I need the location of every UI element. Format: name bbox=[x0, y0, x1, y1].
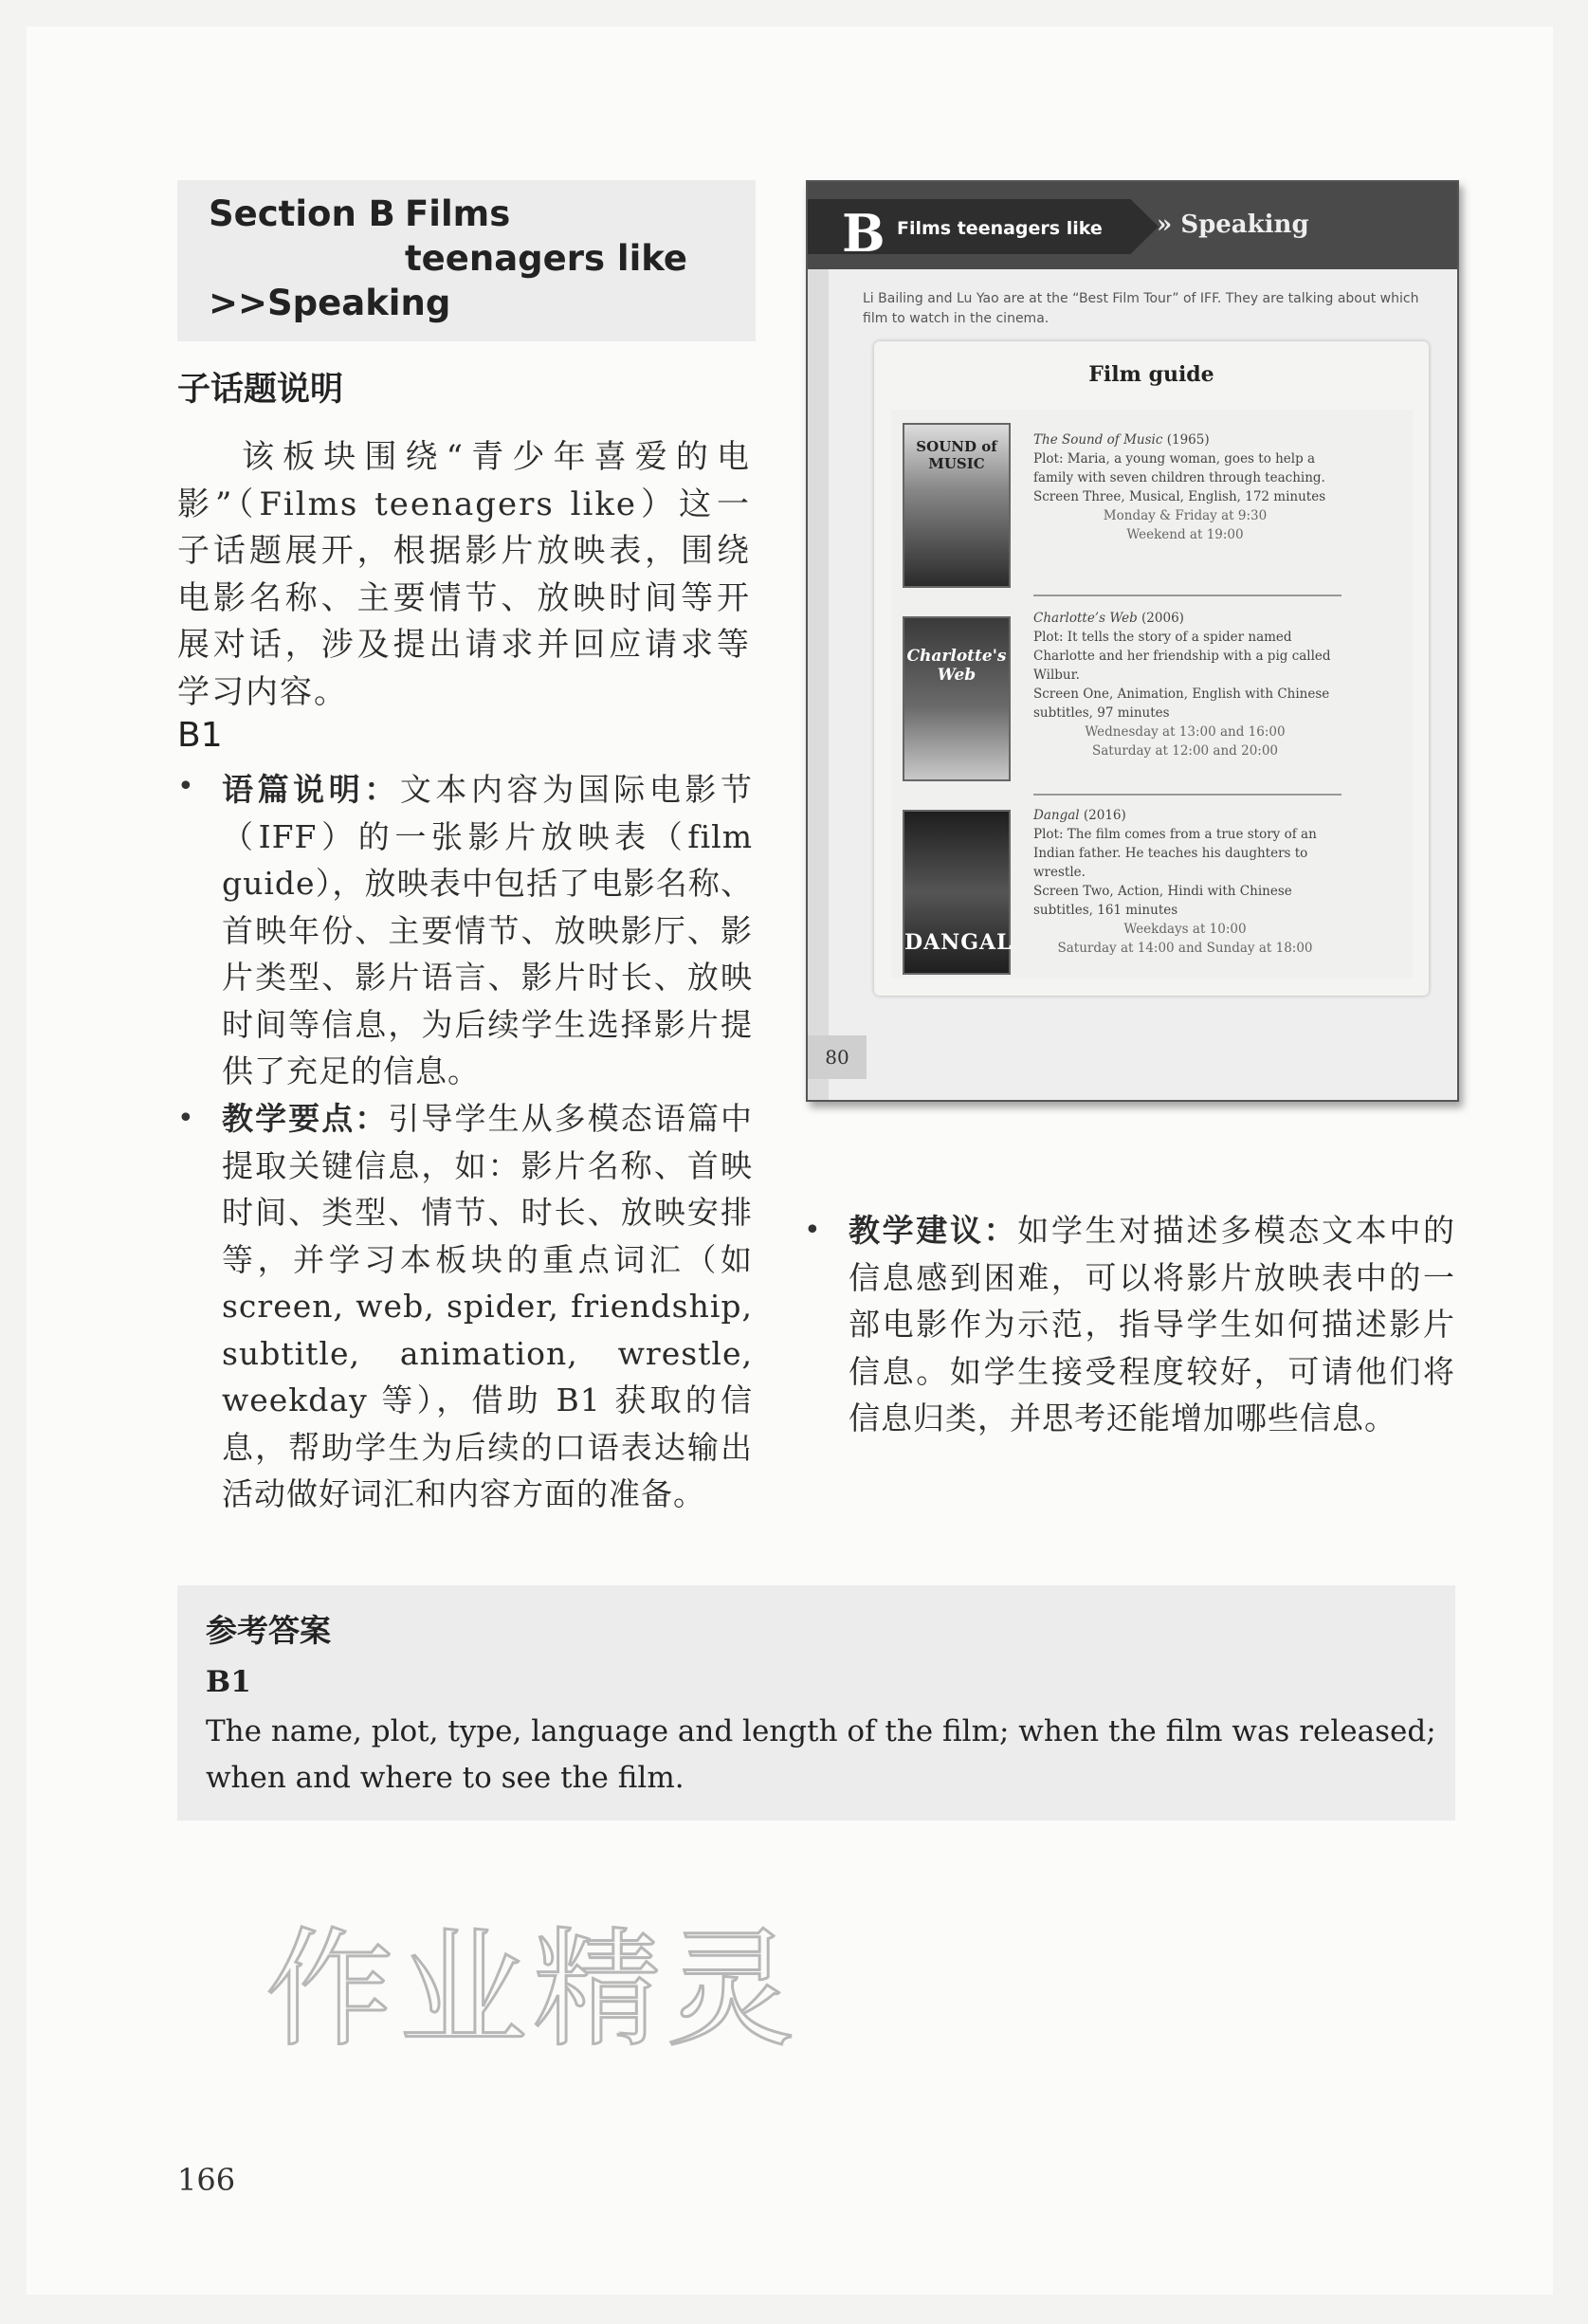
bullet-teaching-suggestion bbox=[849, 1207, 1455, 1442]
poster-title: DANGAL bbox=[904, 930, 1013, 955]
film-entry bbox=[1033, 609, 1337, 760]
textbook-section-letter: B bbox=[842, 203, 885, 264]
bullet-body: 引导学生从多模态语篇中提取关键信息，如：影片名称、首映时间、类型、情节、时长、放映安排等，并学习本板块的重点词汇（如 screen, web, spider, friendship, subtitle, animation, wrestle, weekday 等），借助 B1 获取的信息，帮助学生为后续的口语表达输出活动做好词汇和内容方面的准备。 bbox=[222, 1100, 754, 1512]
film-guide-scroll bbox=[874, 341, 1429, 996]
film-plot: Plot: Maria, a young woman, goes to help a family with seven children through teaching. bbox=[1033, 451, 1325, 485]
bullet-label: 教学要点： bbox=[222, 1100, 389, 1137]
bullet-body: 如学生对描述多模态文本中的信息感到困难，可以将影片放映表中的一部电影作为示范，指导学生如何描述影片信息。如学生接受程度较好，可请他们将信息归类，并思考还能增加哪些信息。 bbox=[849, 1212, 1456, 1436]
textbook-page-image bbox=[806, 180, 1459, 1102]
bullet-teaching-points bbox=[222, 1095, 753, 1518]
bullet-dot: • bbox=[177, 1102, 194, 1135]
section-title-box bbox=[177, 180, 756, 341]
textbook-page-number: 80 bbox=[808, 1035, 867, 1079]
bullet-discourse bbox=[222, 766, 753, 1095]
textbook-header bbox=[808, 182, 1457, 269]
film-time: Weekend at 19:00 bbox=[1126, 527, 1244, 542]
poster-title: SOUND of MUSIC bbox=[916, 438, 997, 472]
bullet-label: 语篇说明： bbox=[222, 771, 400, 808]
film-poster bbox=[903, 423, 1011, 588]
answer-title: 参考答案 bbox=[206, 1612, 331, 1649]
film-year: (1965) bbox=[1166, 432, 1210, 448]
poster-title: Charlotte's Web bbox=[906, 647, 1007, 685]
subtopic-heading: 子话题说明 bbox=[177, 371, 344, 409]
section-subtitle: >>Speaking bbox=[209, 283, 451, 323]
textbook-speaking: » Speaking bbox=[1157, 210, 1309, 239]
subtopic-paragraph: 该板块围绕“青少年喜爱的电影”（Films teenagers like）这一子话题展开，根据影片放映表，围绕电影名称、主要情节、放映时间等开展对话，涉及提出请求并回应请求等学习内容。 bbox=[177, 438, 751, 711]
section-label: Section B bbox=[209, 193, 395, 234]
page-number: 166 bbox=[177, 2162, 236, 2198]
film-plot: Plot: The film comes from a true story of an Indian father. He teaches his daughters to wrestle. bbox=[1033, 827, 1317, 880]
textbook-section-title: Films teenagers like bbox=[897, 218, 1103, 239]
answer-label: B1 bbox=[206, 1665, 251, 1699]
film-title: The Sound of Music bbox=[1033, 432, 1163, 448]
bullet-dot: • bbox=[804, 1214, 821, 1247]
divider bbox=[1033, 595, 1342, 596]
bullet-body: 文本内容为国际电影节（IFF）的一张影片放映表（film guide），放映表中包括了电影名称、首映年份、主要情节、放映影厅、影片类型、影片语言、影片时长、放映时间等信息，为后续学生选择影片提供了充足的信息。 bbox=[222, 771, 754, 1089]
film-guide-title: Film guide bbox=[1088, 362, 1214, 387]
answer-text: The name, plot, type, language and length of the film; when the film was released; when and where to see the film. bbox=[206, 1714, 1436, 1795]
film-title: Dangal bbox=[1033, 808, 1080, 823]
film-year: (2006) bbox=[1141, 611, 1184, 626]
film-time: Wednesday at 13:00 and 16:00 bbox=[1085, 724, 1286, 740]
film-info: Screen Three, Musical, English, 172 minutes bbox=[1033, 489, 1326, 504]
film-time: Saturday at 12:00 and 20:00 bbox=[1091, 743, 1279, 759]
answer-box bbox=[177, 1585, 1455, 1821]
textbook-intro: Li Bailing and Lu Yao are at the “Best Film Tour” of IFF. They are talking about which film to watch in the cinema. bbox=[863, 291, 1419, 326]
film-guide-content bbox=[891, 410, 1413, 979]
film-title: Charlotte’s Web bbox=[1033, 611, 1138, 626]
double-chevron-icon: » bbox=[1157, 210, 1173, 239]
bullet-label: 教学建议： bbox=[849, 1212, 1018, 1249]
watermark: 作业精灵 bbox=[265, 1915, 800, 2064]
film-poster bbox=[903, 616, 1011, 781]
film-entry bbox=[1033, 806, 1337, 958]
film-info: Screen One, Animation, English with Chinese subtitles, 97 minutes bbox=[1033, 686, 1330, 721]
film-info: Screen Two, Action, Hindi with Chinese subtitles, 161 minutes bbox=[1033, 884, 1292, 918]
film-time: Weekdays at 10:00 bbox=[1123, 922, 1247, 937]
b1-heading: B1 bbox=[177, 716, 223, 755]
section-title: Films teenagers like bbox=[405, 193, 687, 279]
divider bbox=[1033, 794, 1342, 796]
film-time: Monday & Friday at 9:30 bbox=[1103, 508, 1268, 523]
film-plot: Plot: It tells the story of a spider named Charlotte and her friendship with a pig called Wilbur. bbox=[1033, 630, 1331, 683]
film-time: Saturday at 14:00 and Sunday at 18:00 bbox=[1057, 941, 1313, 956]
film-year: (2016) bbox=[1083, 808, 1126, 823]
film-entry bbox=[1033, 430, 1337, 544]
textbook-margin bbox=[808, 269, 829, 1100]
film-poster bbox=[903, 810, 1011, 975]
bullet-dot: • bbox=[177, 770, 194, 803]
